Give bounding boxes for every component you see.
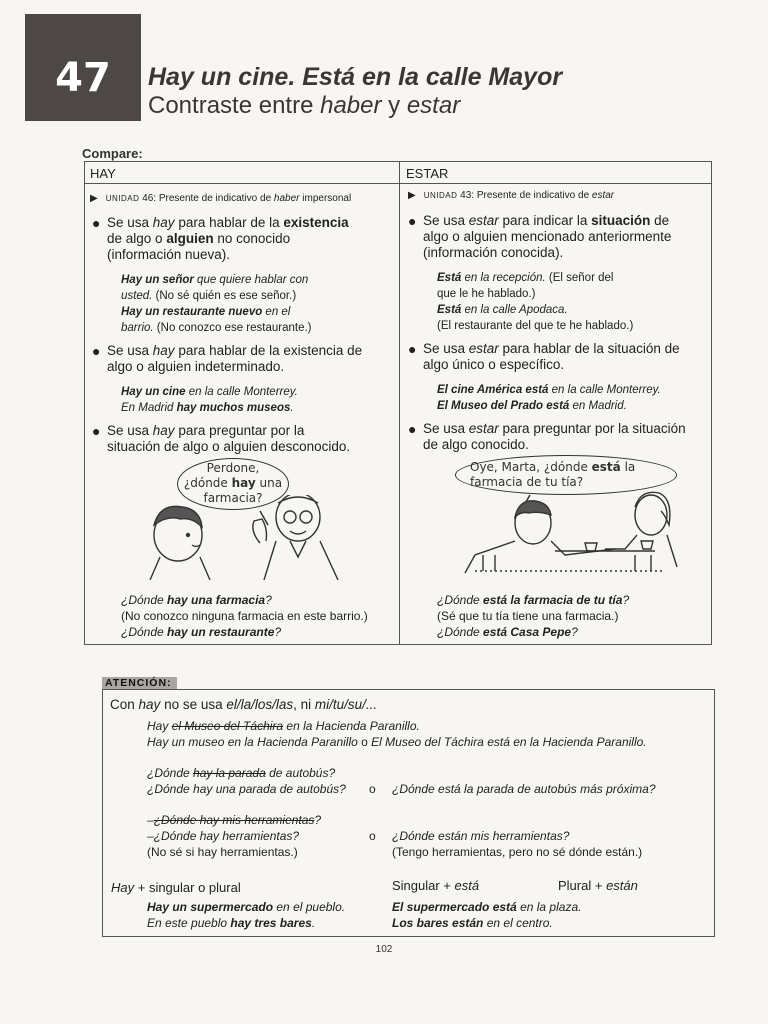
- bullet-icon: ●: [92, 215, 101, 231]
- summary-singular: Singular + está: [392, 878, 480, 893]
- bullet-icon: ●: [408, 341, 417, 357]
- young-man-figure: [150, 506, 210, 580]
- summary-example-4: Los bares están en el centro.: [392, 916, 553, 930]
- summary-example-2: En este pueblo hay tres bares.: [147, 916, 316, 930]
- summary-example-3: El supermercado está en la plaza.: [392, 900, 582, 914]
- atencion-row-4a: ¿Dónde hay una parada de autobús?: [147, 782, 346, 796]
- bullet-icon: ●: [92, 343, 101, 359]
- unit-number: 47: [55, 55, 111, 101]
- atencion-row-2: Hay un museo en la Hacienda Paranillo o El Museo del Táchira está en la Hacienda Paranillo.: [147, 735, 647, 749]
- atencion-row-5: –¿Dónde hay mis herramientas?: [147, 813, 322, 827]
- atencion-row-6b: ¿Dónde están mis herramientas?: [392, 829, 570, 843]
- hay-rule-3: ● Se usa hay para preguntar por la situación de algo o alguien desconocido.: [92, 423, 351, 454]
- estar-rule-3: ● Se usa estar para preguntar por la situación de algo conocido.: [408, 421, 686, 452]
- estar-examples-2: El cine América está en la calle Monterrey. El Museo del Prado está en Madrid.: [437, 384, 661, 412]
- crossed-out-text: el Museo del Táchira: [171, 719, 284, 733]
- hay-speech-bubble: Perdone, ¿dónde hay una farmacia?: [177, 458, 289, 510]
- hay-unit-reference: ▶ UNIDAD 46: Presente de indicativo de haber impersonal: [90, 193, 352, 204]
- hay-column-heading: HAY: [90, 166, 116, 181]
- young-man-figure: [465, 501, 615, 573]
- atencion-row-4b: ¿Dónde está la parada de autobús más próxima?: [392, 782, 656, 796]
- summary-example-1: Hay un supermercado en el pueblo.: [147, 900, 346, 914]
- estar-questions: ¿Dónde está la farmacia de tu tía? (Sé que tu tía tiene una farmacia.) ¿Dónde está Casa Pepe?: [437, 593, 630, 639]
- estar-illustration: [455, 485, 685, 575]
- crossed-out-text: ¿Dónde hay mis herramientas: [153, 813, 315, 827]
- atencion-row-6-or: o: [369, 829, 376, 843]
- hay-examples-1: Hay un señor que quiere hablar con usted. (No sé quién es ese señor.) Hay un restaurante nuevo en el barrio. (No conozco ese restaurante.): [121, 274, 312, 334]
- old-man-figure: [253, 495, 338, 580]
- atencion-row-3: ¿Dónde hay la parada de autobús?: [147, 766, 336, 780]
- estar-unit-reference: ▶ UNIDAD 43: Presente de indicativo de estar: [408, 190, 615, 201]
- estar-rule-2: ● Se usa estar para hablar de la situación de algo único o específico.: [408, 341, 680, 372]
- page-title: Hay un cine. Está en la calle Mayor: [148, 63, 563, 91]
- crossed-out-text: hay la parada: [193, 766, 266, 780]
- hay-questions: ¿Dónde hay una farmacia? (No conozco ninguna farmacia en este barrio.) ¿Dónde hay un restaurante?: [121, 593, 368, 639]
- column-divider: [399, 161, 400, 645]
- atencion-row-1: Hay el Museo del Táchira en la Hacienda Paranillo.: [147, 719, 420, 733]
- hay-illustration: [140, 495, 360, 580]
- atencion-intro: Con hay no se usa el/la/los/las, ni mi/tu/su/...: [110, 697, 378, 712]
- atencion-row-4-or: o: [369, 782, 376, 796]
- bullet-icon: ●: [408, 421, 417, 437]
- atencion-row-7a: (No sé si hay herramientas.): [147, 845, 298, 859]
- atencion-row-6a: –¿Dónde hay herramientas?: [147, 829, 300, 843]
- triangle-right-icon: ▶: [90, 193, 98, 204]
- hay-rule-1: ● Se usa hay para hablar de la existencia de algo o alguien no conocido (información nueva).: [92, 215, 349, 262]
- header-rule: [84, 183, 712, 184]
- bullet-icon: ●: [92, 423, 101, 439]
- hay-examples-2: Hay un cine en la calle Monterrey. En Madrid hay muchos museos.: [121, 386, 298, 414]
- summary-plural: Plural + están: [558, 878, 638, 893]
- bullet-icon: ●: [408, 213, 417, 229]
- hay-rule-2: ● Se usa hay para hablar de la existencia de algo o alguien indeterminado.: [92, 343, 363, 374]
- estar-speech-bubble: Oye, Marta, ¿dónde está la farmacia de tu tía?: [455, 455, 677, 495]
- atencion-row-7b: (Tengo herramientas, pero no sé dónde están.): [392, 845, 643, 859]
- estar-column-heading: ESTAR: [406, 166, 449, 181]
- woman-figure: [605, 492, 677, 567]
- estar-examples-1: Está en la recepción. (El señor del que le he hablado.) Está en la calle Apodaca. (El restaurante del que te he hablado.): [437, 272, 634, 332]
- unit-number-badge: [25, 14, 141, 121]
- atencion-label: ATENCIÓN:: [102, 677, 177, 689]
- page-subtitle: Contraste entre haber y estar: [148, 92, 461, 119]
- estar-rule-1: ● Se usa estar para indicar la situación de algo o alguien mencionado anteriormente (información conocida).: [408, 213, 672, 260]
- triangle-right-icon: ▶: [408, 190, 416, 201]
- page-number: 102: [375, 944, 393, 955]
- compare-label: Compare:: [82, 146, 143, 161]
- summary-hay: Hay + singular o plural: [111, 880, 241, 895]
